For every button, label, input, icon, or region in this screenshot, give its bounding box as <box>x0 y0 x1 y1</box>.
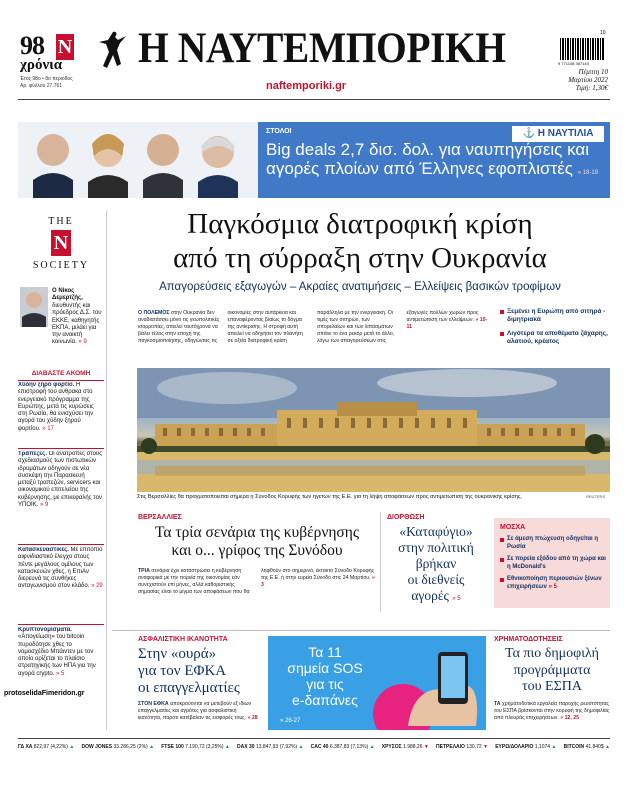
price: Τιμή: 1,30€ <box>575 84 608 92</box>
main-lead-label: Ο ΠΟΛΕΜΟΣ <box>138 310 170 316</box>
palace-illustration <box>137 368 610 492</box>
finance-headline[interactable] <box>494 646 610 696</box>
masthead-divider <box>18 99 610 100</box>
portraits <box>18 122 258 198</box>
ticker-name: CAC 40 <box>310 744 329 750</box>
bullet-square-icon <box>500 558 504 562</box>
person-icon <box>20 287 48 327</box>
banner-section-label: Η ΝΑΥΤΙΛΙΑ <box>537 128 594 139</box>
ticker-item <box>495 744 556 750</box>
ticker-name: BITCOIN <box>563 744 585 750</box>
main-page: » 10-11 <box>406 317 488 330</box>
ticker-item <box>82 744 155 750</box>
ticker-value: 130,72 <box>466 744 482 750</box>
photo-caption: Στις Βερσαλλίες θα πραγματοποιείται σήμερα η Σύνοδος Κορυφής των ηγετών της Ε.Ε. για τη λήψη αποφάσεων προς αντιμετώπιση της ουκρανικής κρίσης. <box>137 494 523 500</box>
versailles-headline-line1: Τα τρία σενάρια της κυβέρνησης <box>154 524 360 541</box>
up-arrow-icon: ▲ <box>298 744 304 750</box>
society-logo: N <box>51 230 71 256</box>
ticker-name: FTSE 100 <box>161 744 184 750</box>
up-arrow-icon: ▲ <box>69 744 75 750</box>
up-arrow-icon: ▲ <box>369 744 375 750</box>
versailles-headline-line2: και ο... γρίφος της Συνόδου <box>171 542 343 559</box>
moscow-item-text: Σε άμεση πτώχευση οδηγείται η Ρωσία <box>507 536 599 550</box>
ticker-value: 822,97 (4,22%) <box>33 744 68 750</box>
barcode <box>560 38 604 60</box>
newspaper-title: Η ΝΑΥΤΕΜΠΟΡΙΚΗ <box>138 25 506 72</box>
ticker-name: ΓΔ ΧΑ <box>18 744 33 750</box>
bullet-item[interactable] <box>500 308 610 324</box>
society-desc: διευθυντής και πρόεδρος Δ.Σ. του ΕΚΚΕ, καθηγητής ΕΚΠΑ, μιλάει για την ανοικτή κοινωνία. <box>52 303 102 346</box>
moscow-item[interactable] <box>500 576 606 591</box>
versailles-headline[interactable] <box>138 524 376 560</box>
issue-date-1: Πέμπτη 10 <box>578 68 608 76</box>
versailles-kicker: ΒΕΡΣΑΛΛΙΕΣ <box>138 514 182 521</box>
main-headline[interactable] <box>112 207 608 275</box>
insurance-body <box>138 701 258 731</box>
barcode-number: 9 771108 367145 <box>558 61 589 66</box>
bullet-text: Ξεμένει η Ευρώπη από σιτηρά - διμητριακά <box>507 308 606 323</box>
insurance-text: αποκρούονται να μετεβούν εξ ιδίων επαγγελματίες και αγρότες για ασφαλιστική ικανότητα, παρότι κατέβαλαν τις εισφορές τους. <box>138 701 252 721</box>
main-bullets <box>500 308 610 346</box>
moscow-box <box>494 518 610 608</box>
correction-line3: βρήκαν <box>415 556 457 571</box>
up-arrow-icon: ▲ <box>605 744 610 750</box>
moscow-kicker: ΜΟΣΧΑ <box>500 524 526 531</box>
ticker-item <box>161 744 230 750</box>
section-divider <box>112 630 610 631</box>
ticker-value: 33.286,25 (2%) <box>113 744 148 750</box>
edapanes-promo[interactable] <box>268 636 486 730</box>
read-also-body: Η επιστροφή του ανθρακα στο ενεργειακό πρόγραμμα της Ευρώπης, μετά τις κυρώσεις στη Ρωσία, θα ενισχύσει την αγορά του χύδην ξηρού φορτίου. <box>18 382 94 432</box>
ticker-name: ΕΥΡΩ/ΔΟΛΑΡΙΟ <box>495 744 534 750</box>
read-also-divider <box>18 624 104 625</box>
down-arrow-icon: ▼ <box>483 744 488 750</box>
correction-line4: οι διεθνείς <box>407 572 465 587</box>
up-arrow-icon: ▲ <box>551 744 557 750</box>
finance-kicker: ΧΡΗΜΑΤΟΔΟΤΗΣΕΙΣ <box>494 636 563 643</box>
read-also-head: Κατασκευαστικές. <box>18 547 69 553</box>
read-also-body: «Απογείωση» του bitcoin πυροδότησε χθες το νομοσχέδιο Μπάιντεν με τον οποίο ορίζεται το πλαίσιο στρατηγικής των ΗΠΑ για την αγορά crypto. <box>18 634 96 677</box>
versailles-text: σενάρια έχει καταστρώσει η κυβέρνηση αναφορικά με την πορεία της οικονομίας εάν συνεχιστούν επί μήνες, αλλά καθοριστικής σημασίας είναι το μίγμα των αποφάσεων που θα ληφθούν στο σημερινό, έκτακτο Σύνοδο Κορυφής της Ε.Ε. ή στην ευρεία Σύνοδο στις 24 Μαρτίου. <box>138 568 375 595</box>
main-headline-line1: Παγκόσμια διατροφική κρίση <box>187 208 533 240</box>
ticker-rule <box>18 738 610 739</box>
ticker-item <box>18 744 74 750</box>
society-name: Ο Νίκος Δεμερτζής, <box>52 288 83 302</box>
promo-line1: Τα 11 <box>308 644 342 660</box>
versailles-page: » 3 <box>261 575 375 588</box>
versailles-lead: ΤΡΙΑ <box>138 568 150 574</box>
main-headline-line2: από τη σύρραξη στην Ουκρανία <box>173 242 547 274</box>
ticker-value: 7.190,72 (3,25%) <box>185 744 224 750</box>
logo-badge: N <box>57 36 73 58</box>
ticker-value: 41.840$ <box>585 744 604 750</box>
read-also-page: » 9 <box>40 502 49 509</box>
main-body-text: στην Ουκρανία δεν αναδιατάσσει μόνο τις γεωπολιτικές ισορροπίες, απειλεί ταυτόχρονα να βάλει τέλος στην εποχή της παγκοσμιοποίησης, οδηγώντας τις οικονομίες στην αυτάρκεια και επαναφέροντας βιαίως το δόγμα της αντίκρισης. Η στροφή αυτή απειλεί να οδηγήσει τον πλανήτη σε οξεία διατροφική κρίση παράλληλα με την ενεργειακή. Οι τιμές των σιτηρών, των σπορελαίων και των λιπασμάτων σπάνε το ένα ρεκόρ μετά το άλλο, λόγω των απαγορεύσεων στις εξαγωγές πολλών χωρών προς αντιμετώπιση των ελλείψεων. <box>138 310 479 344</box>
ticker-item <box>382 744 429 750</box>
finance-text: χρηματοδοτικά εργαλεία παροχής ρευστότητας του ΕΣΠΑ βρίσκονται στην κορυφή της δημοφιλίας από πλευράς επιχειρήσεων. <box>494 701 610 721</box>
bullet-square-icon <box>500 578 504 582</box>
finance-page: » 12, 25 <box>560 715 579 721</box>
banner-pages: » 18-19 <box>577 170 599 176</box>
insurance-lead: ΣΤΟΝ ΕΦΚΑ <box>138 701 169 707</box>
read-also-head: Χύδην ξηρό φορτίο. <box>18 382 75 388</box>
bullet-item[interactable] <box>500 330 610 346</box>
moscow-item[interactable] <box>500 556 606 571</box>
finance-line3: του ΕΣΠΑ <box>522 679 582 694</box>
bullet-square-icon <box>500 310 504 314</box>
read-also-item[interactable] <box>18 547 104 621</box>
correction-line5: αγορές <box>411 588 449 603</box>
watermark-label: protoselidaFimeridon.gr <box>4 690 85 697</box>
insurance-line2: για τον ΕΦΚΑ <box>138 663 227 679</box>
moscow-item-label: Εθνικοποίηση περιουσιών ξένων επιχειρήσεων <box>507 576 602 590</box>
hermes-icon <box>96 28 130 74</box>
moscow-page: » 5 <box>548 583 557 590</box>
correction-kicker: ΔΙΟΡΘΩΣΗ <box>387 514 425 521</box>
read-also-head: Τράπεζες. <box>18 451 47 457</box>
read-also-body: Με επιτόπιο αιφνιδιαστικό έλεγχο στους πέντε μεγάλους ομίλους των κατασκευών χθες, η ΕπιΑν διερευνά τις συνθήκες ανταγωνισμού στον κλάδο. <box>18 547 103 590</box>
up-arrow-icon: ▲ <box>224 744 230 750</box>
issue-date-2: Μαρτίου 2022 <box>568 76 608 84</box>
barcode-issue: 10 <box>600 30 606 36</box>
down-arrow-icon: ▼ <box>423 744 429 750</box>
banner-kicker: ΣΤΟΛΟΙ <box>266 128 292 135</box>
ticker-item <box>237 744 303 750</box>
read-also-title: ΔΙΑΒΑΣΤΕ ΑΚΟΜΗ <box>31 370 91 377</box>
bullet-square-icon <box>500 538 504 542</box>
correction-headline[interactable] <box>387 524 485 607</box>
issue-info-2: Αρ. φύλλου 27.761 <box>20 83 63 89</box>
ticker-item <box>311 744 375 750</box>
banner-headline-text: Big deals 2,7 δισ. δολ. για ναυπηγήσεις και αγορές πλοίων από Έλληνες εφοπλιστές <box>266 140 589 178</box>
years-number: 98 <box>20 31 44 60</box>
read-also-body: Οι ανατροπές στους σχεδιασμούς των πιστωτικών ιδρυμάτων οδηγούν σε νέα συσκέψη την Παρασκευή μεταξύ τραπεζών, servicers και οικονομικού επιτελείου της κυβέρνησης, με επικεφαλής τον ΥΠΟΙΚ. <box>18 451 103 509</box>
promo-line3: για τις <box>306 676 344 692</box>
issue-info-1: Έτος 98ο • 8ο περιόδος <box>20 76 73 82</box>
website-url[interactable]: naftemporiki.gr <box>266 80 347 92</box>
correction-page: » 5 <box>452 596 461 602</box>
years-word: χρόνια <box>20 57 63 73</box>
bullet-square-icon <box>500 332 504 336</box>
main-body <box>138 310 488 360</box>
ticker-item <box>436 744 488 750</box>
ticker-value: 13.847,93 (7,92%) <box>255 744 298 750</box>
ticker-value: 6.387,83 (7,13%) <box>329 744 369 750</box>
finance-body <box>494 701 610 731</box>
insurance-headline[interactable] <box>138 646 258 697</box>
society-text <box>52 288 106 303</box>
society-the: THE <box>48 216 74 227</box>
banner-headline <box>266 140 606 183</box>
read-also-divider <box>18 380 104 381</box>
finance-line2: προγράμματα <box>513 662 591 678</box>
society-page: » 9 <box>78 339 87 346</box>
column-rule <box>380 512 381 612</box>
insurance-line1: Στην «ουρά» <box>138 646 217 662</box>
insurance-kicker: ΑΣΦΑΛΙΣΤΙΚΗ ΙΚΑΝΟΤΗΤΑ <box>138 636 228 643</box>
masthead <box>0 0 630 112</box>
society-word: SOCIETY <box>32 260 90 271</box>
read-also-item[interactable] <box>18 451 104 541</box>
read-also-divider <box>18 544 104 545</box>
shipping-banner[interactable] <box>18 122 610 198</box>
moscow-item[interactable] <box>500 536 606 551</box>
finance-lead: ΤΑ <box>494 701 501 707</box>
ticker-name: ΠΕΤΡΕΛΑΙΟ <box>436 744 465 750</box>
ticker-value: 1,1074 <box>534 744 551 750</box>
read-also-item[interactable] <box>18 627 104 723</box>
ticker-value: 1.988,26 <box>403 744 423 750</box>
read-also-page: » 17 <box>42 425 54 432</box>
correction-line1: «Καταφύγιο» <box>399 524 473 539</box>
read-also-head: Κρυπτονομίσματα. <box>18 627 72 633</box>
read-also-page: » 5 <box>56 670 65 677</box>
bullet-text: Λιγότερα τα αποθέματα ζάχαρης, αλατιού, κρέατος <box>507 330 608 345</box>
up-arrow-icon: ▲ <box>149 744 155 750</box>
insurance-page: » 28 <box>247 715 258 721</box>
promo-line2: σημεία SOS <box>287 660 363 676</box>
moscow-item-text: Σε πορεία εξόδου από τη χώρα και η McDonald's <box>507 556 606 570</box>
ticker-name: ΧΡΥΣΟΣ <box>381 744 402 750</box>
ticker-item <box>564 744 610 750</box>
anchor-icon: ⚓ <box>522 128 535 139</box>
insurance-line3: οι επαγγελματίες <box>138 680 240 696</box>
portrait-illustration <box>18 122 258 198</box>
finance-line1: Τα πιο δημοφιλή <box>504 646 599 661</box>
smartphone-hand-icon <box>398 646 482 726</box>
promo-line4: e-δαπάνες <box>292 692 358 708</box>
read-also-divider <box>18 448 104 449</box>
photo-credit: REUTERS <box>586 494 606 499</box>
society-body <box>52 303 106 347</box>
moscow-item-text <box>507 576 606 591</box>
market-ticker <box>18 741 610 753</box>
promo-page: » 26-27 <box>280 718 301 724</box>
read-also-item[interactable] <box>18 382 104 442</box>
left-column <box>18 210 107 730</box>
correction-line2: στην πολιτική <box>398 540 474 555</box>
ticker-name: DAX 30 <box>237 744 255 750</box>
society-portrait <box>20 287 48 327</box>
main-subhead: Απαγορεύσεις εξαγωγών – Ακραίες ανατιμήσεις – Ελλείψεις βασικών τροφίμων <box>159 281 561 293</box>
promo-text <box>280 644 370 708</box>
read-also-page: » 29 <box>91 583 103 590</box>
moscow-list <box>500 536 606 591</box>
ticker-name: DOW JONES <box>81 744 113 750</box>
versailles-photo <box>137 368 610 492</box>
versailles-body <box>138 568 376 610</box>
